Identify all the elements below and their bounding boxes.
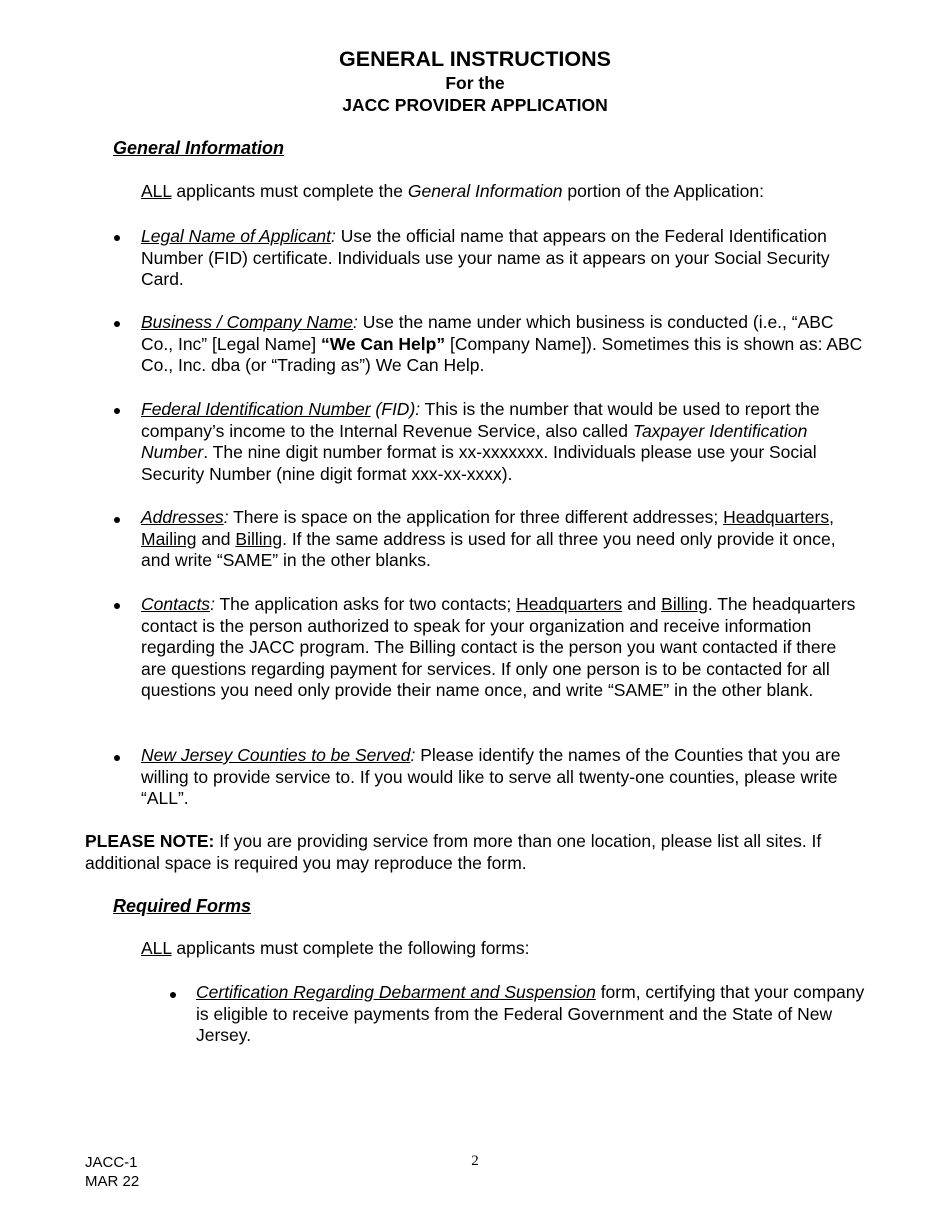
list-item-contacts: Contacts: The application asks for two contacts; Headquarters and Billing. The headquarters contact is the person authorized to speak for your organization and receive information regarding the JACC program. The Billing contact is the person you want contacted if there are questions regarding payment for services. If only one person is to be contacted for all questions you need only provide their name once, and write “SAME” in the other blank. (141, 594, 856, 701)
footer-form-id: JACC-1 MAR 22 (85, 1154, 140, 1190)
list-item-counties: New Jersey Counties to be Served: Please identify the names of the Counties that you are willing to provide service to. If you would like to serve all twenty-one counties, please write “ALL”. (141, 745, 841, 809)
page-title: GENERAL INSTRUCTIONS (339, 47, 611, 71)
bullet-icon (114, 321, 120, 327)
list-item-fid: Federal Identification Number (FID): This is the number that would be used to report the company’s income to the Internal Revenue Service, also called Taxpayer Identification Number. The nine digit number format is xx-xxxxxxx. Individuals please use your Social Security Number (nine digit format xxx-xx-xxxx). (141, 399, 820, 484)
section-heading-required-forms: Required Forms (113, 896, 252, 916)
bullet-icon (114, 755, 120, 761)
bullet-icon (114, 408, 120, 414)
intro-all: ALL (141, 181, 172, 201)
bullet-icon (170, 992, 176, 998)
list-item-business-name: Business / Company Name: Use the name under which business is conducted (i.e., “ABC Co., Inc” [Legal Name] “We Can Help” [Company Name]). Sometimes this is shown as: ABC Co., Inc. dba (or “Trading as”) We Can Help. (141, 312, 863, 376)
page-subtitle-application: JACC PROVIDER APPLICATION (342, 95, 608, 115)
section-heading-general-information: General Information (113, 138, 285, 158)
list-item-addresses: Addresses: There is space on the application for three different addresses; Headquarters, Mailing and Billing. If the same address is used for all three you need only provide it once, and write “SAME” in the other blanks. (141, 507, 836, 571)
required-forms-intro: ALL applicants must complete the following forms: (141, 938, 530, 958)
page-number: 2 (471, 1153, 479, 1169)
bullet-icon (114, 517, 120, 523)
bullet-icon (114, 603, 120, 609)
please-note: PLEASE NOTE: If you are providing service from more than one location, please list all sites. If additional space is required you may reproduce the form. (85, 831, 822, 873)
bullet-icon (114, 235, 120, 241)
list-item-legal-name: Legal Name of Applicant: Use the official name that appears on the Federal Identification Number (FID) certificate. Individuals use your name as it appears on your Social Security Card. (141, 226, 830, 290)
general-information-intro: ALL applicants must complete the General Information portion of the Application: (141, 181, 764, 201)
list-item-debarment-form: Certification Regarding Debarment and Suspension form, certifying that your company is eligible to receive payments from the Federal Government and the State of New Jersey. (196, 982, 865, 1046)
page-subtitle-for: For the (445, 73, 505, 93)
